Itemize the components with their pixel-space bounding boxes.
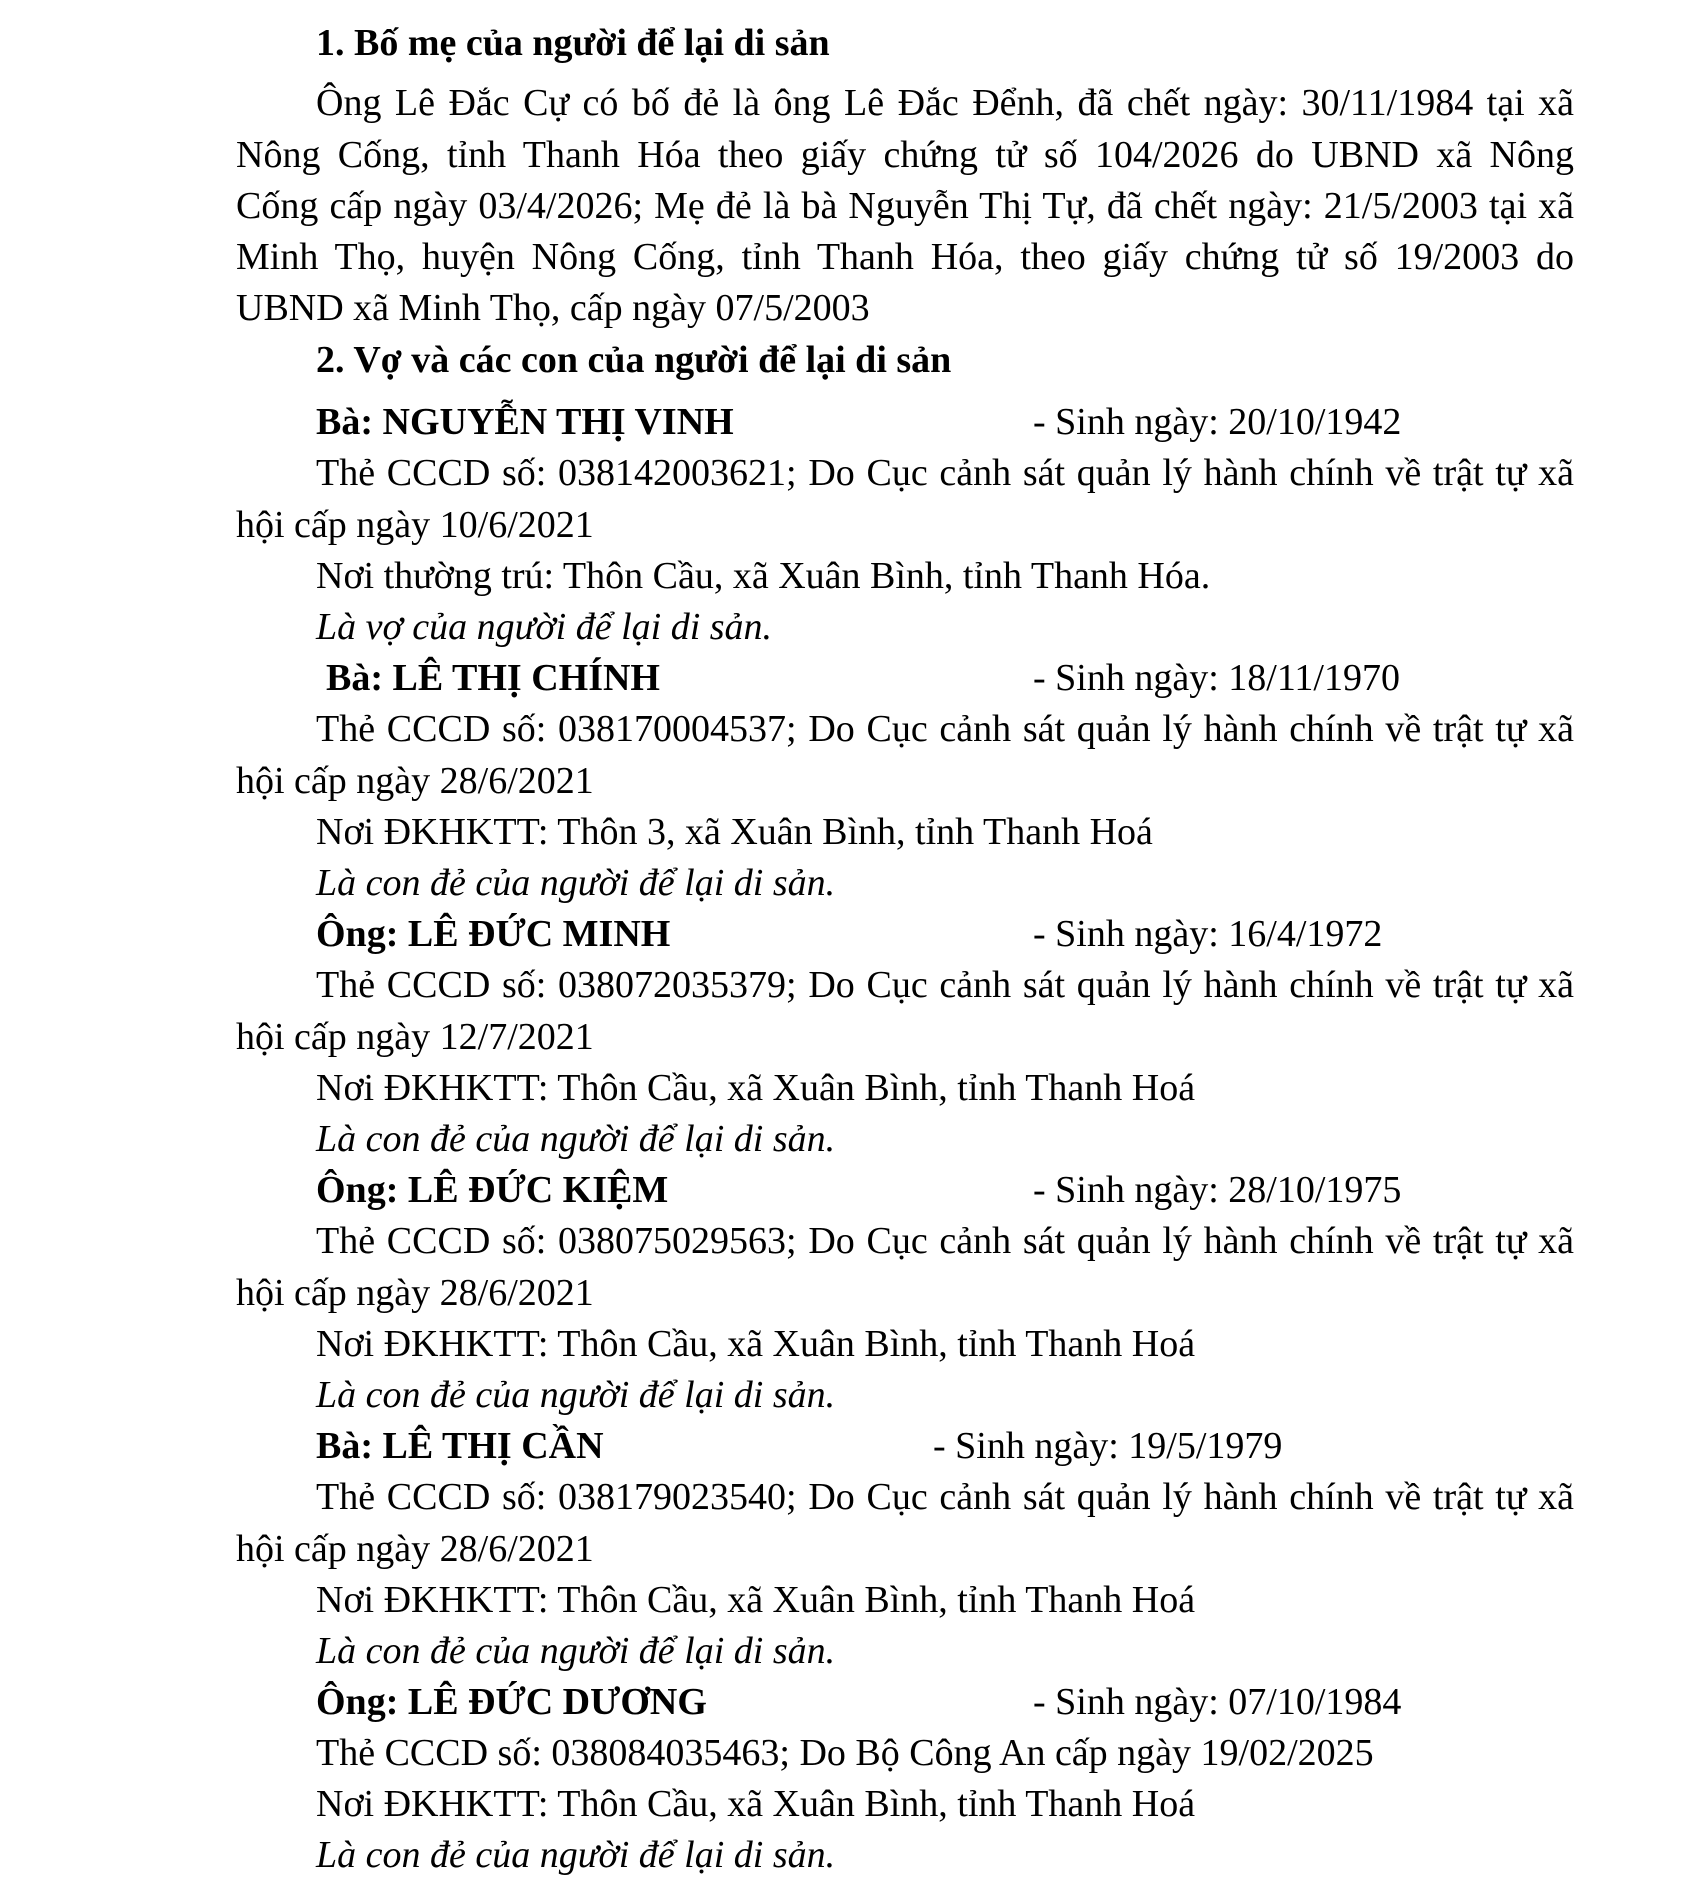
section1-heading: 1. Bố mẹ của người để lại di sản (316, 22, 830, 64)
person-relation: Là con đẻ của người để lại di sản. (316, 1630, 836, 1672)
person-id-line: Thẻ CCCD số: 038170004537; Do Cục cảnh sát quản lý hành chính về trật tự xã (316, 708, 1574, 750)
person-residence: Nơi ĐKHKTT: Thôn Cầu, xã Xuân Bình, tỉnh Thanh Hoá (316, 1323, 1196, 1365)
person-id-line-cont: hội cấp ngày 12/7/2021 (236, 1016, 594, 1058)
section1-line-3: Cống cấp ngày 03/4/2026; Mẹ đẻ là bà Nguyễn Thị Tự, đã chết ngày: 21/5/2003 tại xã (236, 185, 1574, 227)
person-birth-date: - Sinh ngày: 16/4/1972 (1033, 913, 1383, 955)
person-id-line-cont: hội cấp ngày 28/6/2021 (236, 1528, 594, 1570)
section1-line-2: Nông Cống, tỉnh Thanh Hóa theo giấy chứng tử số 104/2026 do UBND xã Nông (236, 134, 1574, 176)
person-name: Bà: NGUYỄN THỊ VINH (316, 401, 734, 443)
person-name: Ông: LÊ ĐỨC MINH (316, 913, 671, 955)
person-id-line: Thẻ CCCD số: 038075029563; Do Cục cảnh sát quản lý hành chính về trật tự xã (316, 1220, 1574, 1262)
section1-line-4: Minh Thọ, huyện Nông Cống, tỉnh Thanh Hóa, theo giấy chứng tử số 19/2003 do (236, 236, 1574, 278)
person-id-line: Thẻ CCCD số: 038072035379; Do Cục cảnh sát quản lý hành chính về trật tự xã (316, 964, 1574, 1006)
person-residence: Nơi ĐKHKTT: Thôn Cầu, xã Xuân Bình, tỉnh Thanh Hoá (316, 1067, 1196, 1109)
person-birth-date: - Sinh ngày: 07/10/1984 (1033, 1681, 1402, 1723)
person-id-line: Thẻ CCCD số: 038084035463; Do Bộ Công An cấp ngày 19/02/2025 (316, 1732, 1374, 1774)
section1-line-1: Ông Lê Đắc Cự có bố đẻ là ông Lê Đắc Đểnh, đã chết ngày: 30/11/1984 tại xã (316, 82, 1574, 124)
person-birth-date: - Sinh ngày: 20/10/1942 (1033, 401, 1402, 443)
person-relation: Là con đẻ của người để lại di sản. (316, 862, 836, 904)
person-id-line: Thẻ CCCD số: 038179023540; Do Cục cảnh sát quản lý hành chính về trật tự xã (316, 1476, 1574, 1518)
person-relation: Là con đẻ của người để lại di sản. (316, 1834, 836, 1876)
person-id-line: Thẻ CCCD số: 038142003621; Do Cục cảnh sát quản lý hành chính về trật tự xã (316, 452, 1574, 494)
person-name: Bà: LÊ THỊ CẦN (316, 1425, 604, 1467)
person-residence: Nơi ĐKHKTT: Thôn Cầu, xã Xuân Bình, tỉnh Thanh Hoá (316, 1579, 1196, 1621)
person-birth-date: - Sinh ngày: 28/10/1975 (1033, 1169, 1402, 1211)
section2-heading: 2. Vợ và các con của người để lại di sản (316, 339, 952, 381)
person-birth-date: - Sinh ngày: 19/5/1979 (933, 1425, 1283, 1467)
person-relation: Là con đẻ của người để lại di sản. (316, 1118, 836, 1160)
person-residence: Nơi ĐKHKTT: Thôn 3, xã Xuân Bình, tỉnh Thanh Hoá (316, 811, 1153, 853)
person-residence: Nơi thường trú: Thôn Cầu, xã Xuân Bình, tỉnh Thanh Hóa. (316, 555, 1211, 597)
person-id-line-cont: hội cấp ngày 28/6/2021 (236, 1272, 594, 1314)
person-residence: Nơi ĐKHKTT: Thôn Cầu, xã Xuân Bình, tỉnh Thanh Hoá (316, 1783, 1196, 1825)
person-birth-date: - Sinh ngày: 18/11/1970 (1033, 657, 1400, 699)
person-name: Bà: LÊ THỊ CHÍNH (326, 657, 660, 699)
person-name: Ông: LÊ ĐỨC KIỆM (316, 1169, 669, 1211)
section1-line-5: UBND xã Minh Thọ, cấp ngày 07/5/2003 (236, 287, 870, 329)
person-name: Ông: LÊ ĐỨC DƯƠNG (316, 1681, 707, 1723)
person-relation: Là vợ của người để lại di sản. (316, 606, 773, 648)
person-id-line-cont: hội cấp ngày 28/6/2021 (236, 760, 594, 802)
person-id-line-cont: hội cấp ngày 10/6/2021 (236, 504, 594, 546)
person-relation: Là con đẻ của người để lại di sản. (316, 1374, 836, 1416)
